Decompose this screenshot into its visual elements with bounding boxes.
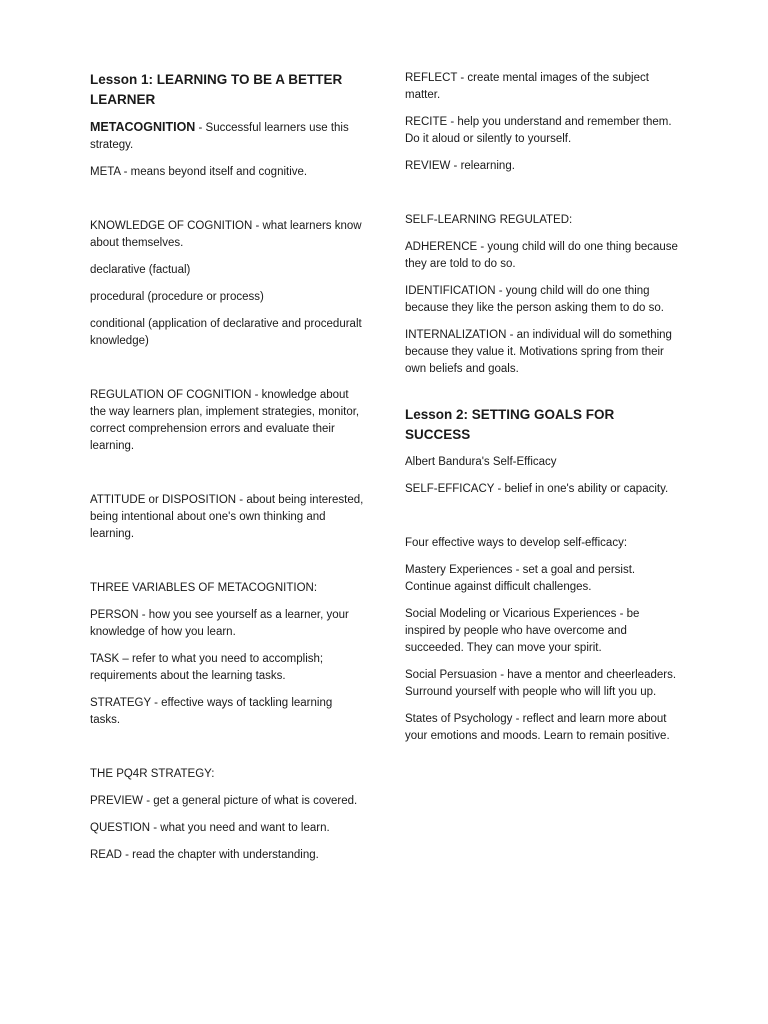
meta-paragraph: META - means beyond itself and cognitive. (90, 166, 308, 178)
preview-paragraph: PREVIEW - get a general picture of what is covered. (90, 795, 358, 807)
lesson2-title: Lesson 2: SETTING GOALS FOR SUCCESS (405, 407, 615, 442)
metacognition-term: METACOGNITION (90, 120, 196, 134)
metacognition-definition: - Successful learners use this strategy. (90, 122, 349, 151)
question-paragraph: QUESTION - what you need and want to learn. (90, 822, 330, 834)
attitude-paragraph: ATTITUDE or DISPOSITION - about being interested, being intentional about one's own thinking and learning. (90, 494, 364, 540)
reflect-paragraph: REFLECT - create mental images of the subject matter. (405, 72, 649, 101)
bandura-paragraph: Albert Bandura's Self-Efficacy (405, 456, 557, 468)
right-column (405, 70, 680, 755)
task-paragraph: TASK – refer to what you need to accomplish; requirements about the learning tasks. (90, 653, 324, 682)
adherence-paragraph: ADHERENCE - young child will do one thing because they are told to do so. (405, 241, 678, 270)
review-paragraph: REVIEW - relearning. (405, 160, 515, 172)
three-variables-heading: THREE VARIABLES OF METACOGNITION: (90, 582, 318, 594)
regulation-of-cognition: REGULATION OF COGNITION - knowledge about the way learners plan, implement strategies, monitor, correct comprehension errors and evaluate their learning. (90, 389, 360, 452)
states-of-psychology-paragraph: States of Psychology - reflect and learn more about your emotions and moods. Learn to remain positive. (405, 713, 670, 742)
conditional-item: conditional (application of declarative and proceduralt knowledge) (90, 318, 362, 347)
procedural-item: procedural (procedure or process) (90, 291, 264, 303)
self-efficacy-paragraph: SELF-EFFICACY - belief in one's ability or capacity. (405, 483, 669, 495)
pq4r-heading: THE PQ4R STRATEGY: (90, 768, 215, 780)
read-paragraph: READ - read the chapter with understanding. (90, 849, 319, 861)
social-modeling-paragraph: Social Modeling or Vicarious Experiences - be inspired by people who have overcome and succeeded. They can move your spirit. (405, 608, 640, 654)
mastery-paragraph: Mastery Experiences - set a goal and persist. Continue against difficult challenges. (405, 564, 636, 593)
identification-paragraph: IDENTIFICATION - young child will do one thing because they like the person asking them to do so. (405, 285, 664, 314)
strategy-paragraph: STRATEGY - effective ways of tackling learning tasks. (90, 697, 333, 726)
knowledge-of-cognition: KNOWLEDGE OF COGNITION - what learners know about themselves. (90, 220, 362, 249)
metacognition-paragraph (90, 119, 365, 154)
recite-paragraph: RECITE - help you understand and remember them. Do it aloud or silently to yourself. (405, 116, 672, 145)
social-persuasion-paragraph: Social Persuasion - have a mentor and cheerleaders. Surround yourself with people who will lift you up. (405, 669, 677, 698)
declarative-item: declarative (factual) (90, 264, 191, 276)
internalization-paragraph: INTERNALIZATION - an individual will do something because they value it. Motivations spring from their own beliefs and goals. (405, 329, 672, 375)
person-paragraph: PERSON - how you see yourself as a learner, your knowledge of how you learn. (90, 609, 349, 638)
left-column (90, 70, 365, 874)
self-learning-heading: SELF-LEARNING REGULATED: (405, 214, 573, 226)
four-ways-heading: Four effective ways to develop self-efficacy: (405, 537, 628, 549)
lesson1-title: Lesson 1: LEARNING TO BE A BETTER LEARNER (90, 72, 343, 107)
